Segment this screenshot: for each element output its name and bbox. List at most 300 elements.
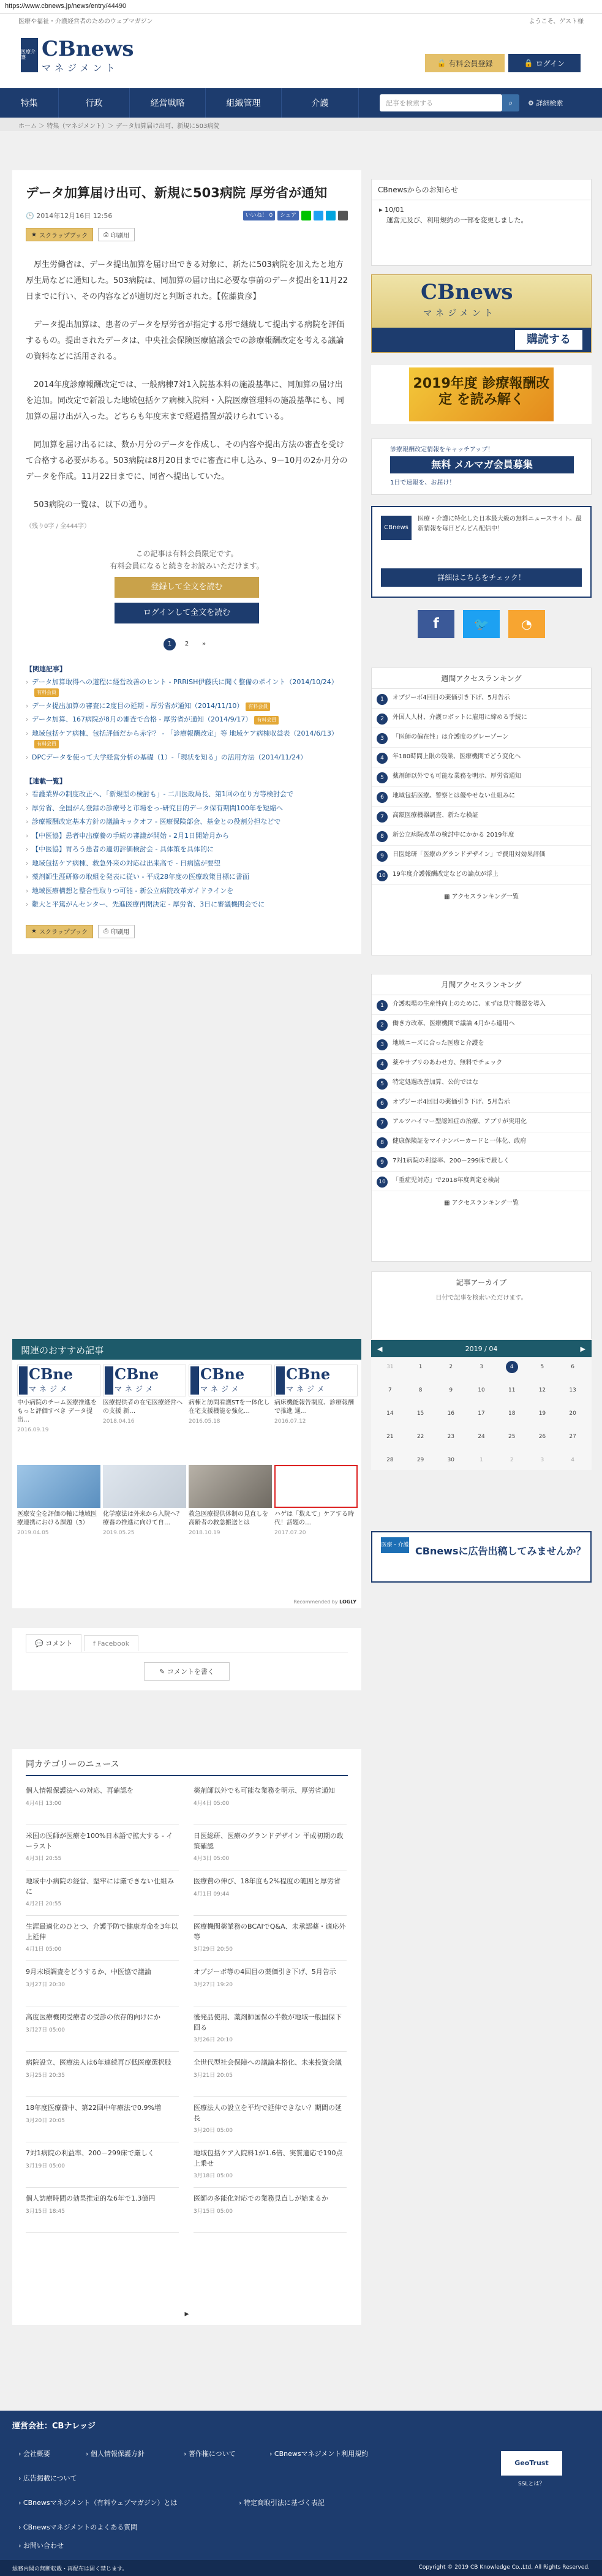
ssl-link[interactable]: SSLとは？ bbox=[518, 2481, 545, 2487]
reco-image bbox=[189, 1465, 272, 1508]
login-read-button[interactable]: ログインして全文を読む bbox=[115, 603, 259, 623]
calendar-day[interactable]: 7 bbox=[388, 1387, 392, 1393]
news-item[interactable] bbox=[26, 1870, 179, 1916]
series-link[interactable]: › 地域包括ケア病棟、救急外来の対応は出来高で - 日病協が要望 bbox=[26, 859, 348, 869]
next-month-icon[interactable]: ▶ bbox=[580, 1344, 585, 1353]
article-date-text: 2014年12月16日 12:56 bbox=[36, 212, 113, 220]
calendar-day[interactable]: 29 bbox=[416, 1457, 424, 1463]
series-link[interactable]: › 診療報酬改定基本方針の議論キックオフ - 医療保険部会、基金との役割分担などで bbox=[26, 817, 348, 827]
cbnews-thumbnail bbox=[103, 1365, 186, 1396]
calendar-day[interactable]: 21 bbox=[386, 1434, 394, 1440]
footer-link[interactable]: › CBnewsマネジメントのよくある質問 bbox=[18, 2523, 138, 2531]
news-item[interactable] bbox=[194, 2097, 347, 2142]
news-item[interactable] bbox=[26, 1916, 179, 1961]
login-icon: 🔒 bbox=[524, 59, 533, 67]
geotrust-seal[interactable]: GeoTrust bbox=[501, 2451, 562, 2476]
footer-link[interactable]: › 広告掲載について bbox=[18, 2474, 77, 2482]
news-item[interactable] bbox=[26, 2097, 179, 2142]
related-link[interactable] bbox=[26, 753, 348, 763]
news-item[interactable] bbox=[26, 2142, 179, 2188]
footer-link[interactable]: › CBnewsマネジメント（有料ウェブマガジン）とは bbox=[18, 2499, 178, 2507]
news-item[interactable] bbox=[26, 2052, 179, 2097]
news-date: 3月21日 20:05 bbox=[194, 2072, 233, 2079]
thumb-sub: マネジメ bbox=[286, 1385, 328, 1393]
calendar-day[interactable]: 18 bbox=[508, 1410, 516, 1417]
notice-date-text: 10/01 bbox=[385, 206, 404, 214]
tab-facebook-label: Facebook bbox=[97, 1640, 130, 1648]
logo-cbnews: CBnews bbox=[42, 37, 134, 61]
rank-title: オプジーボ4回目の薬価引き下げ、5月告示 bbox=[393, 1099, 510, 1105]
news-item[interactable] bbox=[194, 1916, 347, 1961]
ad-title: CBnews bbox=[421, 280, 513, 304]
ranking-item[interactable] bbox=[372, 1074, 591, 1093]
intro-detail-button[interactable]: 詳細はこちらをチェック！ bbox=[381, 568, 582, 587]
subscribe-cta: 購読する bbox=[515, 330, 582, 350]
paid-register-button[interactable] bbox=[425, 54, 505, 72]
page-next[interactable]: » bbox=[198, 638, 210, 650]
calendar-day[interactable]: 3 bbox=[480, 1364, 483, 1370]
news-date: 3月27日 20:30 bbox=[26, 1981, 65, 1988]
print-icon: ⎙ bbox=[103, 231, 109, 238]
calendar-day[interactable]: 6 bbox=[571, 1364, 574, 1370]
ad-banner-badge: 医療・介護 bbox=[381, 1537, 409, 1553]
news-item[interactable] bbox=[26, 1825, 179, 1870]
paywall bbox=[26, 548, 348, 623]
series-link[interactable]: › 薬剤師生涯研修の取組を発表に従い - 平成28年度の医療政策目標に書面 bbox=[26, 872, 348, 883]
calendar-day[interactable]: 9 bbox=[449, 1387, 453, 1393]
print-label: 印刷用 bbox=[111, 232, 130, 239]
reco-date: 2017.07.20 bbox=[274, 1530, 306, 1536]
intro-text: 医療・介護に特化した日本最大級の無料ニュースサイト。最新情報を毎日どんどん配信中！ bbox=[418, 516, 582, 532]
nav-tab-administration[interactable]: 行政 bbox=[59, 88, 130, 118]
weekly-ranking bbox=[371, 668, 592, 955]
reco-title: 医療安全を評価の軸に地域医療連携における課題（3） bbox=[17, 1511, 97, 1526]
social-follow bbox=[371, 610, 592, 647]
footer-link[interactable]: › 著作権について bbox=[184, 2450, 236, 2458]
news-date: 3月20日 05:00 bbox=[194, 2128, 233, 2134]
ranking-item[interactable] bbox=[372, 1093, 591, 1113]
footer-link[interactable]: › 特定商取引法に基づく表記 bbox=[239, 2499, 325, 2507]
reco-date: 2018.10.19 bbox=[189, 1530, 220, 1536]
facebook-like-button[interactable]: いいね！ 0 bbox=[243, 211, 276, 220]
news-more-arrow[interactable]: ▸ bbox=[184, 2309, 189, 2319]
paywall-line1: この記事は有料会員限定です。 bbox=[135, 549, 238, 559]
news-item[interactable] bbox=[194, 2006, 347, 2052]
article-main bbox=[12, 170, 361, 954]
newsletter-sub: 1日で速報を、お届け！ bbox=[390, 480, 456, 486]
footer-link-label: CBnewsマネジメント利用規約 bbox=[274, 2450, 369, 2458]
weekly-more-label: アクセスランキング一覧 bbox=[451, 894, 519, 900]
reco-card[interactable] bbox=[17, 1465, 100, 1536]
ranking-item[interactable] bbox=[372, 689, 591, 709]
calendar-day[interactable]: 30 bbox=[447, 1457, 454, 1463]
scrapbook-label: スクラップブック bbox=[39, 929, 88, 936]
write-comment-button[interactable]: ✎ コメントを書く bbox=[144, 1662, 230, 1681]
related-link-text: データ加算取得への道程に経営改善のヒント - PRRISH伊藤氏に聞く整備のポイント（2014/10/24） bbox=[32, 677, 338, 686]
calendar-day[interactable]: 8 bbox=[418, 1387, 423, 1393]
article-title: データ加算届け出可、新規に503病院 厚労省が通知 bbox=[26, 186, 328, 200]
footer-link-label: 広告掲載について bbox=[23, 2474, 77, 2482]
calendar-day[interactable]: 19 bbox=[538, 1410, 546, 1417]
news-date: 4月1日 09:44 bbox=[194, 1891, 230, 1897]
thumb-sub: マネジメ bbox=[29, 1385, 70, 1393]
news-title: 地域包括ケア入院料1が1.6倍、実質適応で190点上乗せ bbox=[194, 2149, 343, 2167]
twitter-icon[interactable]: 🐦 bbox=[463, 610, 500, 638]
cbnews-thumbnail bbox=[17, 1365, 100, 1396]
newsletter-ad[interactable] bbox=[371, 439, 592, 495]
nav-tab-organization[interactable]: 組織管理 bbox=[206, 88, 282, 118]
monthly-more-label: アクセスランキング一覧 bbox=[451, 1200, 519, 1207]
scrapbook-icon: ★ bbox=[31, 928, 37, 935]
reco-card[interactable] bbox=[189, 1365, 272, 1425]
series-link[interactable]: › 【中医協】胃ろう患者の適切評価検討会 - 具体策を具体的に bbox=[26, 845, 348, 855]
news-title: 後発品使用、薬剤師国保の半数が地域一般国保下回る bbox=[194, 2013, 342, 2032]
notice-box bbox=[371, 179, 592, 266]
recommended-section bbox=[12, 1339, 361, 1608]
news-item[interactable] bbox=[26, 2188, 179, 2233]
rank-title: 高額医療機器調査、新たな検証 bbox=[393, 812, 478, 819]
footer-link-label: 特定商取引法に基づく表記 bbox=[243, 2499, 325, 2507]
top-strip bbox=[0, 13, 602, 27]
bookmark-icon[interactable] bbox=[338, 211, 348, 220]
related-link[interactable] bbox=[26, 677, 348, 698]
ranking-item[interactable] bbox=[372, 1034, 591, 1054]
ranking-item[interactable] bbox=[372, 787, 591, 807]
calendar-day[interactable]: 14 bbox=[386, 1410, 394, 1417]
calendar-day[interactable]: 3 bbox=[540, 1457, 544, 1463]
cbnews-thumbnail bbox=[189, 1365, 272, 1396]
calendar-day[interactable]: 10 bbox=[478, 1387, 485, 1393]
news-title: オプジーボ等の4回目の薬価引き下げ、5月告示 bbox=[194, 1968, 336, 1976]
news-item[interactable] bbox=[194, 2052, 347, 2097]
ranking-item[interactable] bbox=[372, 865, 591, 885]
ranking-item[interactable] bbox=[372, 846, 591, 865]
calendar-day[interactable]: 1 bbox=[418, 1364, 423, 1370]
logly-logo: LOGLY bbox=[339, 1599, 356, 1605]
ranking-item[interactable] bbox=[372, 995, 591, 1015]
news-title: 医師の多能化対応での業務見直しが始まるか bbox=[194, 2194, 328, 2202]
cbnews-intro-box bbox=[371, 506, 592, 598]
archive-calendar bbox=[371, 1340, 592, 1470]
article-paragraph: 2014年度診療報酬改定では、一般病棟7対1入院基本料の施設基準に、同加算の届け出を追加。同改定で新設した地域包括ケア病棟入院料・入院医療管理料の施設基準にも、同加算の届け出が入った。どちらも年度末まで経過措置が設けられている。 bbox=[26, 380, 345, 422]
rank-title: 7対1病院の利益率、200－299床で厳しく bbox=[393, 1158, 510, 1164]
calendar-day[interactable]: 5 bbox=[540, 1364, 544, 1370]
article-date: 🕒 2014年12月16日 12:56 bbox=[26, 212, 113, 220]
tab-facebook[interactable]: f Facebook bbox=[84, 1635, 138, 1651]
copyright: Copyright © 2019 CB Knowledge Co.,Ltd. All Rights Reserved. bbox=[418, 2564, 590, 2570]
logo-management: マネジメント bbox=[42, 62, 119, 73]
print-button[interactable] bbox=[98, 228, 135, 241]
calendar-day[interactable]: 15 bbox=[416, 1410, 424, 1417]
advanced-search-link[interactable]: ⚙ 詳細検索 bbox=[528, 99, 563, 107]
scrapbook-icon: ★ bbox=[31, 231, 37, 238]
category-news-header: 同カテゴリーのニュース bbox=[26, 1758, 348, 1776]
news-item[interactable] bbox=[194, 1961, 347, 2006]
notice-header: CBnewsからのお知らせ bbox=[372, 179, 591, 200]
reco-date: 2016.07.12 bbox=[274, 1418, 306, 1425]
series-link[interactable]: › 厚労省、全国がん登録の診療号と市場をっ-研究目的データ保有期間100年を短縮へ bbox=[26, 804, 348, 814]
news-date: 4月4日 05:00 bbox=[194, 1800, 230, 1807]
revision-ad-text: 2019年度 診療報酬改定 を読み解く bbox=[409, 367, 554, 421]
calendar-day[interactable]: 13 bbox=[569, 1387, 576, 1393]
reco-title: 医療提供者の在宅医療経営への支援 新… bbox=[103, 1399, 182, 1415]
reco-title: 病床機能報告制度、診療報酬で推進 通… bbox=[274, 1399, 354, 1415]
tab-comments[interactable]: 💬 コメント bbox=[26, 1634, 81, 1652]
reco-card[interactable] bbox=[189, 1465, 272, 1536]
scrapbook-button-bottom[interactable] bbox=[26, 925, 93, 938]
reco-image bbox=[274, 1465, 358, 1508]
news-title: 医療費の伸び、18年度も2%程度の範囲と厚労省 bbox=[194, 1877, 341, 1885]
footer-bottom-bar bbox=[0, 2560, 602, 2576]
news-item[interactable] bbox=[194, 1780, 347, 1825]
lock-icon: 🔒 bbox=[437, 59, 446, 67]
reco-image bbox=[17, 1465, 100, 1508]
rank-title: 年180時間上限の残業、医療機関でどう変化へ bbox=[393, 753, 521, 760]
calendar-day[interactable]: 28 bbox=[386, 1457, 394, 1463]
rank-title: 「医師の偏在性」は介護度のグレーゾーン bbox=[393, 734, 509, 740]
subscribe-ad[interactable] bbox=[371, 274, 592, 353]
rank-number: 8 bbox=[377, 831, 388, 842]
cbnews-thumbnail bbox=[274, 1365, 358, 1396]
calendar-day[interactable]: 16 bbox=[447, 1410, 454, 1417]
reco-card[interactable] bbox=[274, 1465, 358, 1536]
calendar-day[interactable]: 2 bbox=[449, 1364, 453, 1370]
ranking-item[interactable] bbox=[372, 1132, 591, 1152]
tab-comments-label: コメント bbox=[45, 1640, 73, 1648]
news-title: 個人情報保護法への対応、再確認を bbox=[26, 1787, 134, 1795]
calendar-day[interactable]: 2 bbox=[510, 1457, 514, 1463]
reco-date: 2016.05.18 bbox=[189, 1418, 220, 1425]
rank-number: 4 bbox=[377, 753, 388, 764]
article-paragraph: 同加算を届け出るには、数か月分のデータを作成し、その内容や提出方法の審査を受けて合格する必要がある。503病院は8月20日までに審査に申し込み、9－10月の2か月分のデータを作成。11月22日までに、同省へ提出していた。 bbox=[26, 440, 348, 482]
reco-card[interactable] bbox=[17, 1365, 100, 1433]
rank-title: オプジーボ4回目の薬価引き下げ、5月告示 bbox=[393, 695, 510, 701]
breadcrumb[interactable]: ホーム ＞ 特集（マネジメント）＞ データ加算届け出可、新規に503病院 bbox=[0, 118, 602, 131]
news-item[interactable] bbox=[194, 2188, 347, 2233]
news-title: 全世代型社会保障への議論本格化、未来投資会議 bbox=[194, 2058, 342, 2066]
rank-number: 6 bbox=[377, 1098, 388, 1109]
news-item[interactable] bbox=[26, 2006, 179, 2052]
news-item[interactable] bbox=[26, 1780, 179, 1825]
footer-link[interactable]: › お問い合わせ bbox=[18, 2542, 64, 2550]
calendar-title: 2019 / 04 bbox=[465, 1344, 498, 1353]
calendar-day[interactable]: 12 bbox=[538, 1387, 546, 1393]
footer-link-label: 著作権について bbox=[188, 2450, 236, 2458]
rank-title: 特定処遇改善加算、公的ではな bbox=[393, 1079, 478, 1086]
nav-tab-feature[interactable]: 特集 bbox=[0, 88, 59, 118]
news-title: 7対1病院の利益率、200－299床で厳しく bbox=[26, 2149, 154, 2157]
reco-date: 2016.09.19 bbox=[17, 1427, 49, 1433]
reco-title: 中小病院のチーム医療推進をもっと評価すべき データ提出… bbox=[17, 1399, 97, 1423]
series-link[interactable]: › 【中医協】患者申出療養の手続の審議が開始 - 2月1日開始月から bbox=[26, 831, 348, 842]
ranking-item[interactable] bbox=[372, 1152, 591, 1172]
print-button-bottom[interactable] bbox=[98, 925, 135, 938]
reco-card[interactable] bbox=[103, 1465, 186, 1536]
calendar-day[interactable]: 31 bbox=[386, 1364, 394, 1370]
ranking-item[interactable] bbox=[372, 709, 591, 728]
nav-tab-care[interactable]: 介護 bbox=[282, 88, 359, 118]
welcome-text: ようこそ、ゲスト様 bbox=[529, 18, 584, 25]
facebook-share-button[interactable]: シェア bbox=[277, 211, 299, 220]
login-label: ログイン bbox=[535, 59, 565, 68]
rank-number: 3 bbox=[377, 1039, 388, 1050]
write-comment-label: コメントを書く bbox=[167, 1668, 214, 1676]
pagination bbox=[26, 638, 348, 650]
calendar-grid bbox=[371, 1357, 592, 1470]
rank-title: 新公立病院改革の検討中にかかる 2019年度 bbox=[393, 832, 514, 838]
footer-link-label: お問い合わせ bbox=[23, 2542, 64, 2550]
rank-title: 薬剤師以外でも可能な業務を明示、厚労省通知 bbox=[393, 773, 521, 780]
rank-number: 9 bbox=[377, 851, 388, 862]
revision-ad[interactable] bbox=[371, 365, 592, 424]
news-date: 3月20日 20:05 bbox=[26, 2117, 65, 2124]
advanced-search-label: 詳細検索 bbox=[536, 99, 563, 107]
news-title: 医療機関薬業務のBCAIでQ&A、未承認薬・適応外等 bbox=[194, 1923, 346, 1941]
ranking-item[interactable] bbox=[372, 728, 591, 748]
reco-date: 2019.04.05 bbox=[17, 1530, 49, 1536]
calendar-day[interactable]: 26 bbox=[538, 1434, 546, 1440]
monthly-ranking bbox=[371, 974, 592, 1262]
news-item[interactable] bbox=[26, 1961, 179, 2006]
news-date: 3月27日 05:00 bbox=[26, 2027, 65, 2033]
reco-card[interactable] bbox=[274, 1365, 358, 1425]
archive-box bbox=[371, 1271, 592, 1339]
news-date: 4月3日 05:00 bbox=[194, 1856, 230, 1862]
footer-link-label: 個人情報保護方針 bbox=[90, 2450, 145, 2458]
related-link-text: データ提出加算の審査に2度目の延期 - 厚労省が通知（2014/11/10） bbox=[32, 701, 244, 710]
register-read-button[interactable]: 登録して全文を読む bbox=[115, 577, 259, 598]
members-tag: 有料会員 bbox=[254, 716, 279, 725]
ranking-item[interactable] bbox=[372, 807, 591, 826]
ranking-item[interactable] bbox=[372, 1172, 591, 1191]
prev-month-icon[interactable]: ◀ bbox=[377, 1344, 383, 1353]
weekly-ranking-header: 週間アクセスランキング bbox=[372, 668, 591, 689]
scrapbook-label: スクラップブック bbox=[39, 232, 88, 239]
footer-link[interactable]: › CBnewsマネジメント利用規約 bbox=[269, 2450, 369, 2458]
page-2[interactable]: 2 bbox=[181, 638, 193, 650]
rank-number: 1 bbox=[377, 1000, 388, 1011]
calendar-day[interactable]: 22 bbox=[416, 1434, 424, 1440]
reco-card[interactable] bbox=[103, 1365, 186, 1425]
related-link[interactable] bbox=[26, 701, 348, 712]
calendar-day[interactable]: 23 bbox=[447, 1434, 454, 1440]
rank-number: 7 bbox=[377, 1118, 388, 1129]
paywall-line2: 有料会員になると続きをお読みいただけます。 bbox=[110, 561, 264, 570]
news-item[interactable] bbox=[194, 1870, 347, 1916]
news-title: 個人訪療時間の効果推定的な6年で1.3億円 bbox=[26, 2194, 156, 2202]
members-tag: 有料会員 bbox=[34, 740, 59, 748]
news-item[interactable] bbox=[194, 2142, 347, 2188]
calendar-day[interactable]: 24 bbox=[478, 1434, 485, 1440]
calendar-day[interactable]: 11 bbox=[508, 1387, 516, 1393]
browser-url-bar[interactable]: https://www.cbnews.jp/news/entry/44490 bbox=[0, 0, 602, 13]
rank-number: 3 bbox=[377, 733, 388, 744]
calendar-day[interactable]: 20 bbox=[569, 1410, 576, 1417]
rank-title: 日医総研「医療のグランドデザイン」で費用対効果評価 bbox=[393, 851, 546, 858]
rank-number: 5 bbox=[377, 1079, 388, 1090]
facebook-icon[interactable]: f bbox=[418, 610, 454, 638]
notice-item[interactable] bbox=[372, 200, 591, 230]
scrapbook-button[interactable] bbox=[26, 228, 93, 241]
ranking-item[interactable] bbox=[372, 767, 591, 787]
series-link[interactable]: › 難大と平篤がんセンター、先進医療再開決定 - 厚労省、3日に審議機関会でに bbox=[26, 900, 348, 910]
comments-section bbox=[12, 1628, 361, 1690]
calendar-day[interactable]: 25 bbox=[508, 1434, 516, 1440]
page-1[interactable]: 1 bbox=[164, 638, 176, 650]
weekly-more-link[interactable]: ▦ アクセスランキング一覧 bbox=[443, 894, 519, 900]
line-icon[interactable] bbox=[301, 211, 311, 220]
thumb-logo: CBne bbox=[286, 1365, 331, 1383]
news-title: 生涯最適化のひとつ、介護予防で健康寿命を3年以上延伸 bbox=[26, 1923, 178, 1941]
search-icon[interactable]: ⌕ bbox=[502, 94, 519, 111]
reco-date: 2018.04.16 bbox=[103, 1418, 135, 1425]
news-title: 医療法人の設立を平均で延伸できない？期間の延長 bbox=[194, 2104, 342, 2122]
footer-link[interactable]: › 会社概要 bbox=[18, 2450, 50, 2458]
site-logo[interactable] bbox=[21, 37, 143, 73]
news-date: 3月18日 05:00 bbox=[194, 2173, 233, 2179]
rank-number: 8 bbox=[377, 1137, 388, 1148]
monthly-more-link[interactable]: ▦ アクセスランキング一覧 bbox=[443, 1200, 519, 1207]
news-title: 日医総研、医療のグランドデザイン 平成初期の政策確認 bbox=[194, 1832, 344, 1850]
related-link-text: DPCデータを使って大学経営分析の基礎（1）-「現状を知る」の活用方法（2014/11/24） bbox=[32, 753, 307, 761]
members-tag: 有料会員 bbox=[34, 688, 59, 697]
twitter-icon[interactable] bbox=[314, 211, 323, 220]
nav-tab-strategy[interactable]: 経営戦略 bbox=[130, 88, 206, 118]
article-paragraph: 厚生労働省は、データ提出加算を届け出できる対象に、新たに503病院を加えたと地方厚生局などに通知した。503病院は、同加算の届け出に必要な事前のデータ提出を11月22日までに行い、その内容などが適切だと判断された。【佐藤貴彦】 bbox=[26, 260, 348, 302]
news-date: 3月19日 05:00 bbox=[26, 2163, 65, 2169]
news-title: 高度医療機関受療者の受診の依存的向けにか bbox=[26, 2013, 160, 2021]
series-link[interactable]: › 地域医療構想と整合性取りつ可能 - 新公立病院改革ガイドラインを bbox=[26, 886, 348, 897]
search-input[interactable]: 記事を検索する bbox=[380, 94, 502, 111]
article-paragraph: 503病院の一覧は、以下の通り。 bbox=[34, 500, 152, 510]
series-link[interactable]: › 看護業界の制度改正へ、「新規型の検討も」- 二川医政局長、第1回の在り方等検討会で bbox=[26, 789, 348, 800]
calendar-day[interactable]: 17 bbox=[478, 1410, 485, 1417]
related-link-text: 地域包括ケア病棟、包括評価だから赤字？ - 「診療報酬改定」等 地域ケア病棟収益表（2014/6/13） bbox=[32, 729, 338, 737]
related-link[interactable] bbox=[26, 715, 348, 725]
rss-icon[interactable]: ◔ bbox=[508, 610, 545, 638]
ad-placement-banner[interactable] bbox=[371, 1531, 592, 1583]
hatena-icon[interactable] bbox=[326, 211, 336, 220]
rank-number: 10 bbox=[377, 870, 388, 881]
ranking-item[interactable] bbox=[372, 1015, 591, 1034]
calendar-day[interactable]: 4 bbox=[506, 1361, 518, 1373]
ranking-item[interactable] bbox=[372, 1113, 591, 1132]
reco-image bbox=[103, 1465, 186, 1508]
reco-title: 救急医療提供体制の見直しを 高齢者の救急搬送とは bbox=[189, 1511, 268, 1526]
footer-link-label: CBnewsマネジメント（有料ウェブマガジン）とは bbox=[23, 2499, 178, 2507]
calendar-day[interactable]: 27 bbox=[569, 1434, 576, 1440]
footer-notice: 総務内閣の無断転載・再配布は固く禁じます。 bbox=[12, 2566, 128, 2572]
login-button[interactable] bbox=[508, 54, 581, 72]
news-title: 病院設立、医療法人は6年連続再び低医療選択肢 bbox=[26, 2058, 171, 2066]
ranking-item[interactable] bbox=[372, 748, 591, 767]
footer-link-label: 会社概要 bbox=[23, 2450, 50, 2458]
news-item[interactable] bbox=[194, 1825, 347, 1870]
site-tagline: 医療や福祉・介護経営者のためのウェブマガジン bbox=[18, 18, 153, 25]
news-date: 3月27日 19:20 bbox=[194, 1981, 233, 1988]
ranking-item[interactable] bbox=[372, 1054, 591, 1074]
calendar-day[interactable]: 4 bbox=[571, 1457, 574, 1463]
rank-number: 2 bbox=[377, 1020, 388, 1031]
footer-link[interactable]: › 個人情報保護方針 bbox=[86, 2450, 145, 2458]
news-title: 18年度医療費中、第22回中年療法で0.9%増 bbox=[26, 2104, 161, 2112]
article-meta bbox=[26, 211, 348, 220]
rank-number: 2 bbox=[377, 714, 388, 725]
calendar-day[interactable]: 1 bbox=[480, 1457, 483, 1463]
related-link[interactable] bbox=[26, 729, 348, 749]
rank-title: 地域ニーズに合った医療と介護を bbox=[393, 1040, 484, 1047]
ranking-item[interactable] bbox=[372, 826, 591, 846]
